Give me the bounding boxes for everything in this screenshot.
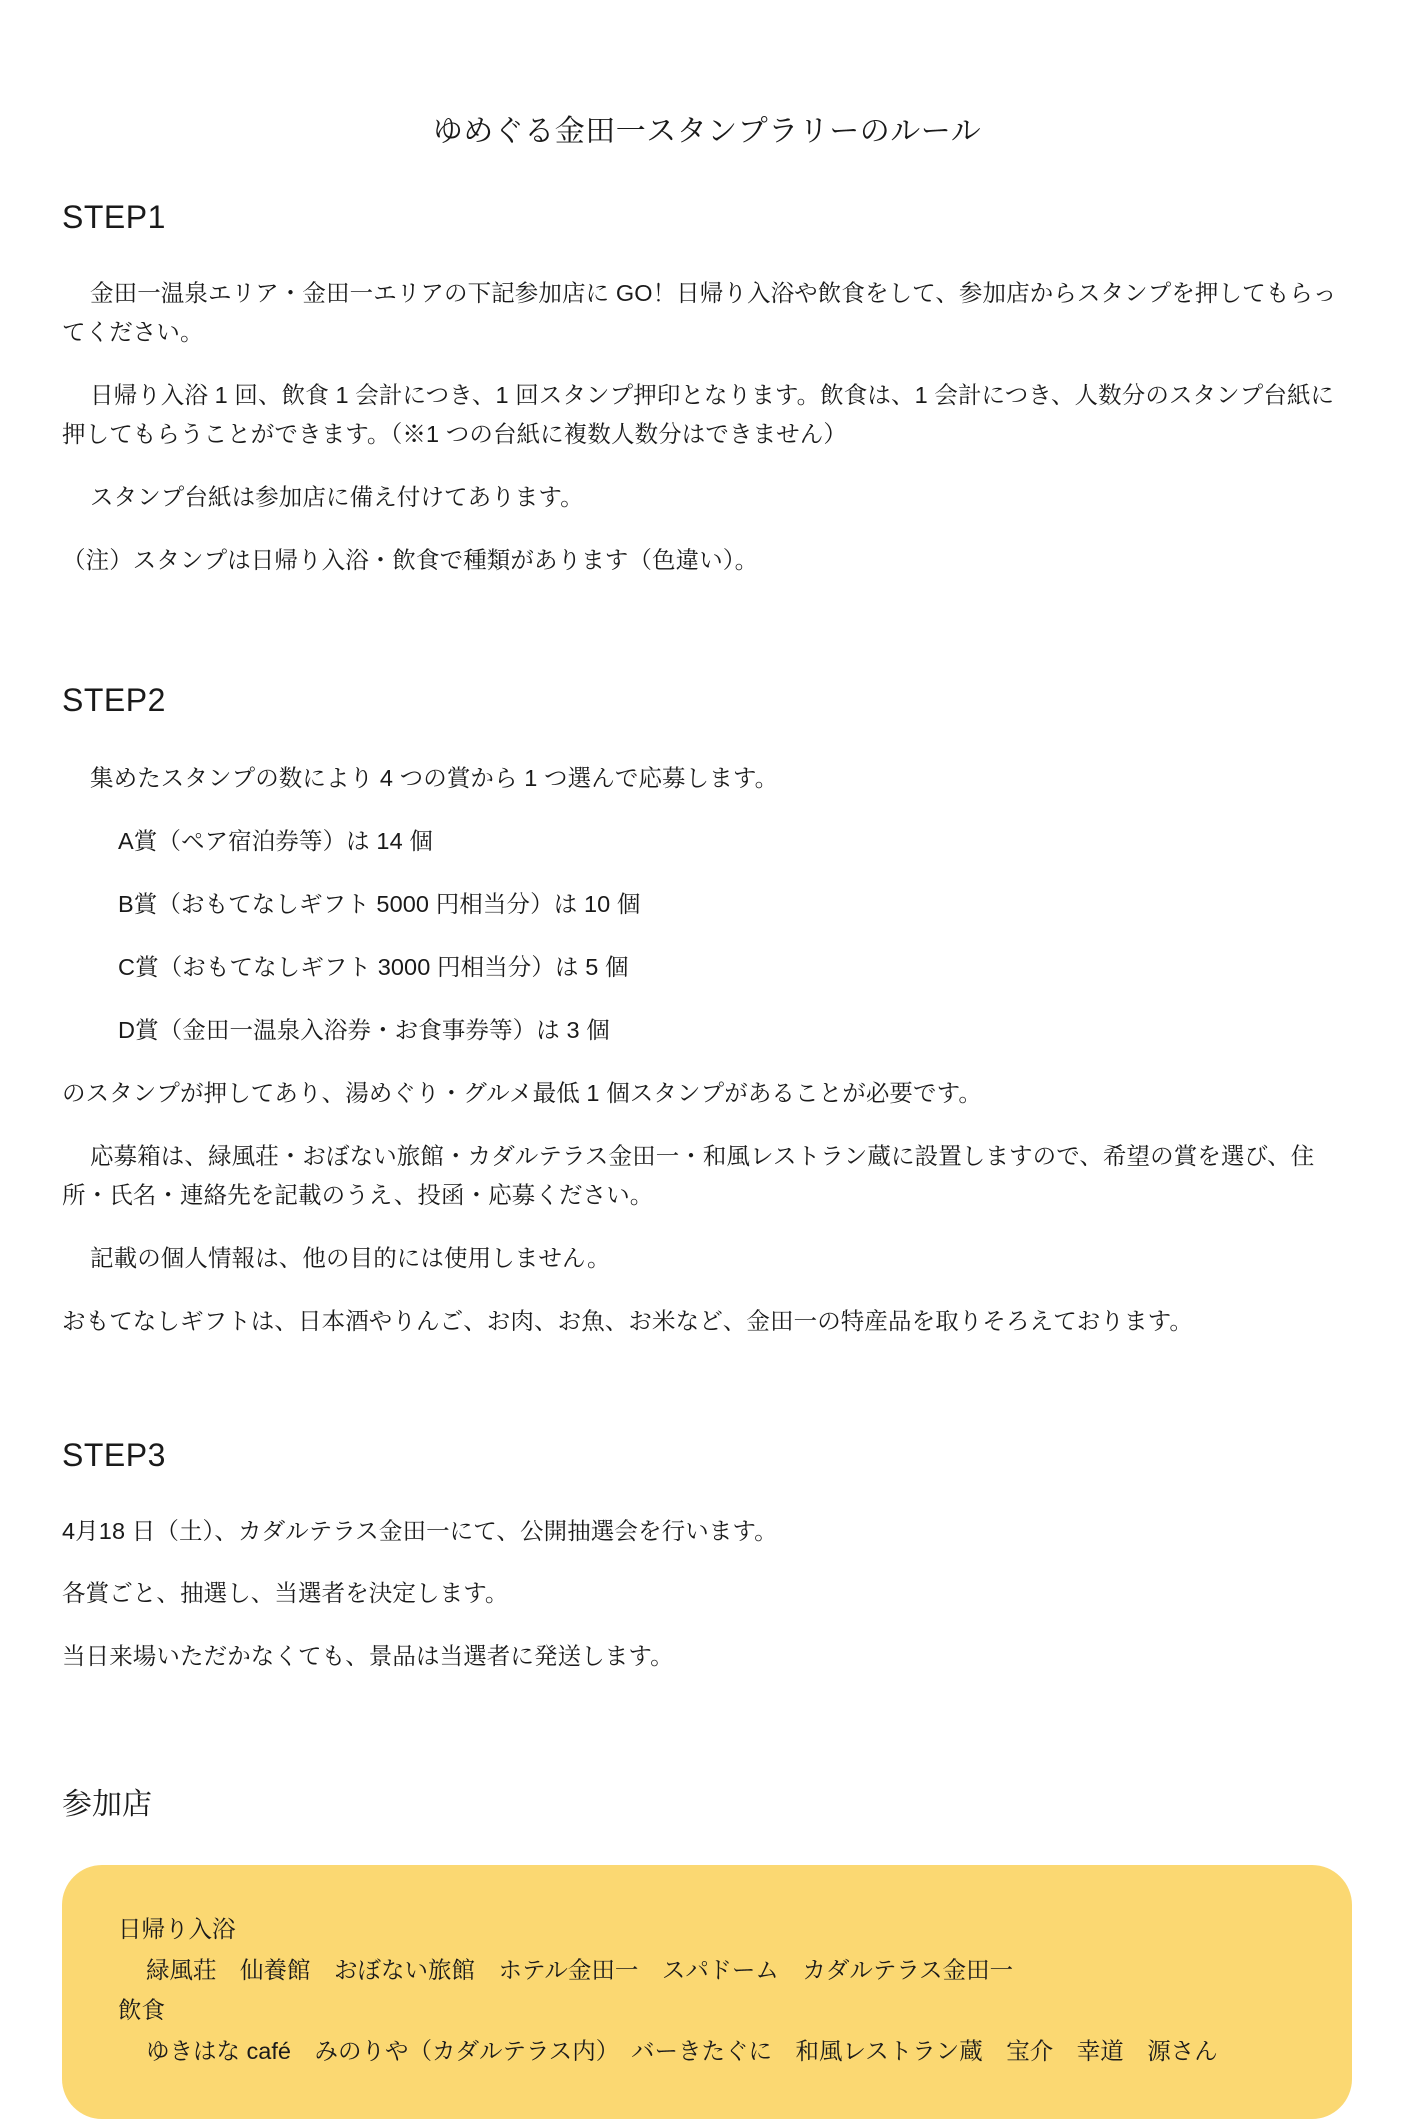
step1-heading: STEP1 <box>62 199 166 235</box>
step3-line-3: 当日来場いただかなくても、景品は当選者に発送します。 <box>62 1643 674 1670</box>
step3-heading: STEP3 <box>62 1437 166 1473</box>
step2-intro: 集めたスタンプの数により 4 つの賞から 1 つ選んで応募します。 <box>90 764 779 791</box>
page-title: ゆめぐる金田一スタンプラリーのルール <box>432 115 982 148</box>
step1-line-1: 金田一温泉エリア・金田一エリアの下記参加店に GO！日帰り入浴や飲食をして、参加店からスタンプを押してもらってください。 <box>62 279 1337 345</box>
step2-line-1: のスタンプが押してあり、湯めぐり・グルメ最低 1 個スタンプがあることが必要です。 <box>62 1079 982 1106</box>
step3-line-1: 4月18 日（土）、カダルテラス金田一にて、公開抽選会を行います。 <box>62 1517 778 1544</box>
step1-line-2: 日帰り入浴 1 回、飲食 1 会計につき、1 回スタンプ押印となります。飲食は、1 会計につき、人数分のスタンプ台紙に押してもらうことができます。（※1 つの台紙に複数人数分はできません） <box>62 381 1335 448</box>
step3-line-2: 各賞ごと、抽選し、当選者を決定します。 <box>62 1580 509 1607</box>
step3-body <box>62 1474 1352 1677</box>
day-bathing-label: 日帰り入浴 <box>118 1916 236 1943</box>
prize-item-a: A賞（ペア宿泊券等）は 14 個 <box>118 827 433 854</box>
step1-line-3: スタンプ台紙は参加店に備え付けてあります。 <box>90 484 584 511</box>
step2-heading: STEP2 <box>62 682 166 719</box>
prize-item-b: B賞（おもてなしギフト 5000 円相当分）は 10 個 <box>118 890 641 917</box>
participating-shops-card <box>62 1865 1352 2119</box>
day-bathing-list: 緑風荘 仙養館 おぼない旅館 ホテル金田一 スパドーム カダルテラス金田一 <box>146 1956 1014 1983</box>
step2-body <box>62 719 1352 1341</box>
step1-body <box>62 236 1352 581</box>
step2-line-4: おもてなしギフトは、日本酒やりんご、お肉、お魚、お米など、金田一の特産品を取りそろえております。 <box>62 1308 1193 1335</box>
prize-item-d: D賞（金田一温泉入浴券・お食事券等）は 3 個 <box>118 1016 610 1043</box>
step2-line-3: 記載の個人情報は、他の目的には使用しません。 <box>90 1245 611 1272</box>
step1-line-4: （注）スタンプは日帰り入浴・飲食で種類があります（色違い）。 <box>62 547 759 574</box>
dining-list: ゆきはな café みのりや（カダルテラス内） バーきたぐに 和風レストラン蔵 宝介 幸道 源さん <box>146 2037 1218 2064</box>
participating-shops-heading: 参加店 <box>62 1788 152 1822</box>
dining-label: 飲食 <box>118 1997 165 2024</box>
step2-line-2: 応募箱は、緑風荘・おぼない旅館・カダルテラス金田一・和風レストラン蔵に設置しますので、希望の賞を選び、住所・氏名・連絡先を記載のうえ、投函・応募ください。 <box>62 1142 1315 1209</box>
prize-item-c: C賞（おもてなしギフト 3000 円相当分）は 5 個 <box>118 953 629 980</box>
